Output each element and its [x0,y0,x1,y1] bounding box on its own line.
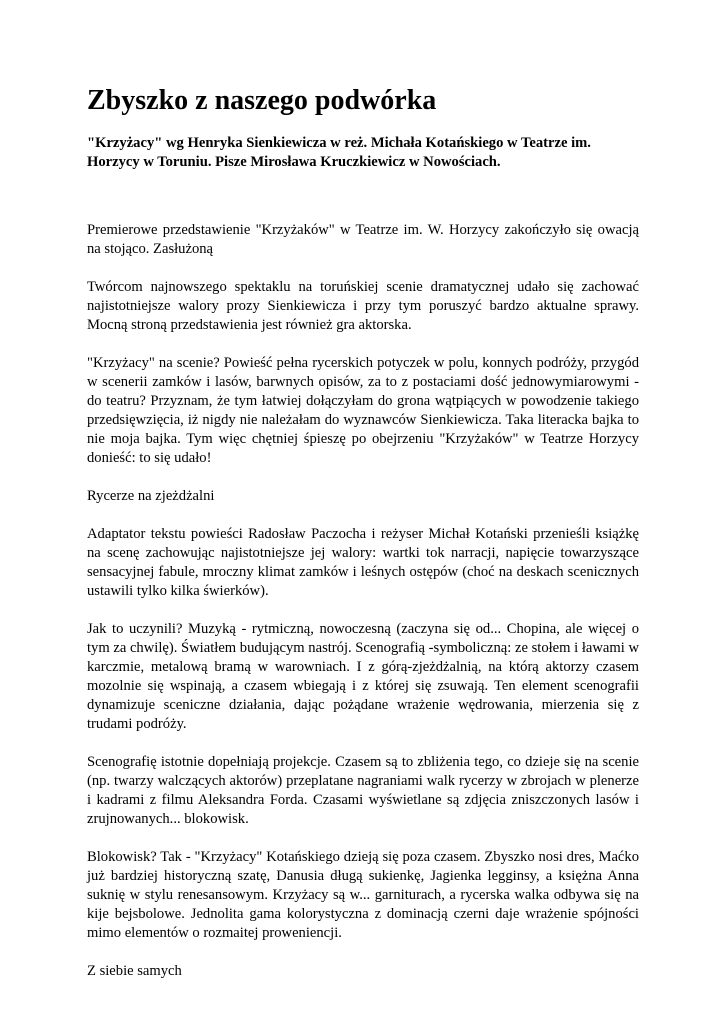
paragraph: Adaptator tekstu powieści Radosław Paczocha i reżyser Michał Kotański przenieśli książkę na scenę zachowując najistotniejsze jej walory: wartki tok narracji, napięcie towarzyszące sensacyjnej fabule, mroczny klimat zamków i leśnych ostępów (choć na deskach scenicznych ustawili tylko kilka świerków). [87,526,639,599]
article-title: Zbyszko z naszego podwórka [87,85,437,116]
section-heading: Z siebie samych [87,963,182,979]
paragraph: Blokowisk? Tak - "Krzyżacy" Kotańskiego dzieją się poza czasem. Zbyszko nosi dres, Maćko już bardziej historyczną szatę, Danusia długą sukienkę, Jagienka legginsy, a księżna Anna suknię w stylu renesansowym. Krzyżacy są w... garniturach, a rycerska walka odbywa się na kije bejsbolowe. Jednolita gama kolorystyczna z dominacją czerni daje wrażenie spójności mimo elementów o rozmaitej proweniencji. [87,849,639,941]
section-heading: Rycerze na zjeżdżalni [87,488,215,504]
paragraph: Twórcom najnowszego spektaklu na toruńskiej scenie dramatycznej udało się zachować najistotniejsze walory prozy Sienkiewicza i przy tym poruszyć bardzo aktualne sprawy. Mocną stroną przedstawienia jest również gra aktorska. [87,279,639,333]
paragraph: Scenografię istotnie dopełniają projekcje. Czasem są to zbliżenia tego, co dzieje się na scenie (np. twarzy walczących aktorów) przeplatane nagraniami walk rycerzy w zbrojach w plenerze i kadrami z filmu Aleksandra Forda. Czasami wyświetlane są zdjęcia zniszczonych lasów i zrujnowanych... blokowisk. [87,754,639,827]
paragraph-intro: Premierowe przedstawienie "Krzyżaków" w Teatrze im. W. Horzycy zakończyło się owacją na stojąco. Zasłużoną [87,222,639,257]
article [87,84,639,1000]
paragraph: "Krzyżacy" na scenie? Powieść pełna rycerskich potyczek w polu, konnych podróży, przygód w scenerii zamków i lasów, barwnych opisów, za to z postaciami dość jednowymiarowymi - do teatru? Przyznam, że tym łatwiej dołączyłam do grona wątpiących w powodzenie takiego przedsięwzięcia, iż nigdy nie należałam do wyznawców Sienkiewicza. Taka literacka bajka to nie moja bajka. Tym więc chętniej śpieszę po obejrzeniu "Krzyżaków" w Teatrze Horzycy donieść: to się udało! [87,355,639,466]
article-lead: "Krzyżacy" wg Henryka Sienkiewicza w reż. Michała Kotańskiego w Teatrze im. Horzycy w Toruniu. Pisze Mirosława Kruczkiewicz w Nowościach. [87,135,591,170]
paragraph: Jak to uczynili? Muzyką - rytmiczną, nowoczesną (zaczyna się od... Chopina, ale więcej o tym za chwilę). Światłem budującym nastrój. Scenografią -symboliczną: ze stołem i ławami w karczmie, metalową bramą w warowniach. I z górą-zjeżdżalnią, na którą aktorzy czasem mozolnie się wspinają, a czasem wbiegają i z której się zsuwają. Ten element scenografii dynamizuje sceniczne działania, dając pożądane wrażenie wędrowania, mierzenia się z trudami podróży. [87,621,639,732]
